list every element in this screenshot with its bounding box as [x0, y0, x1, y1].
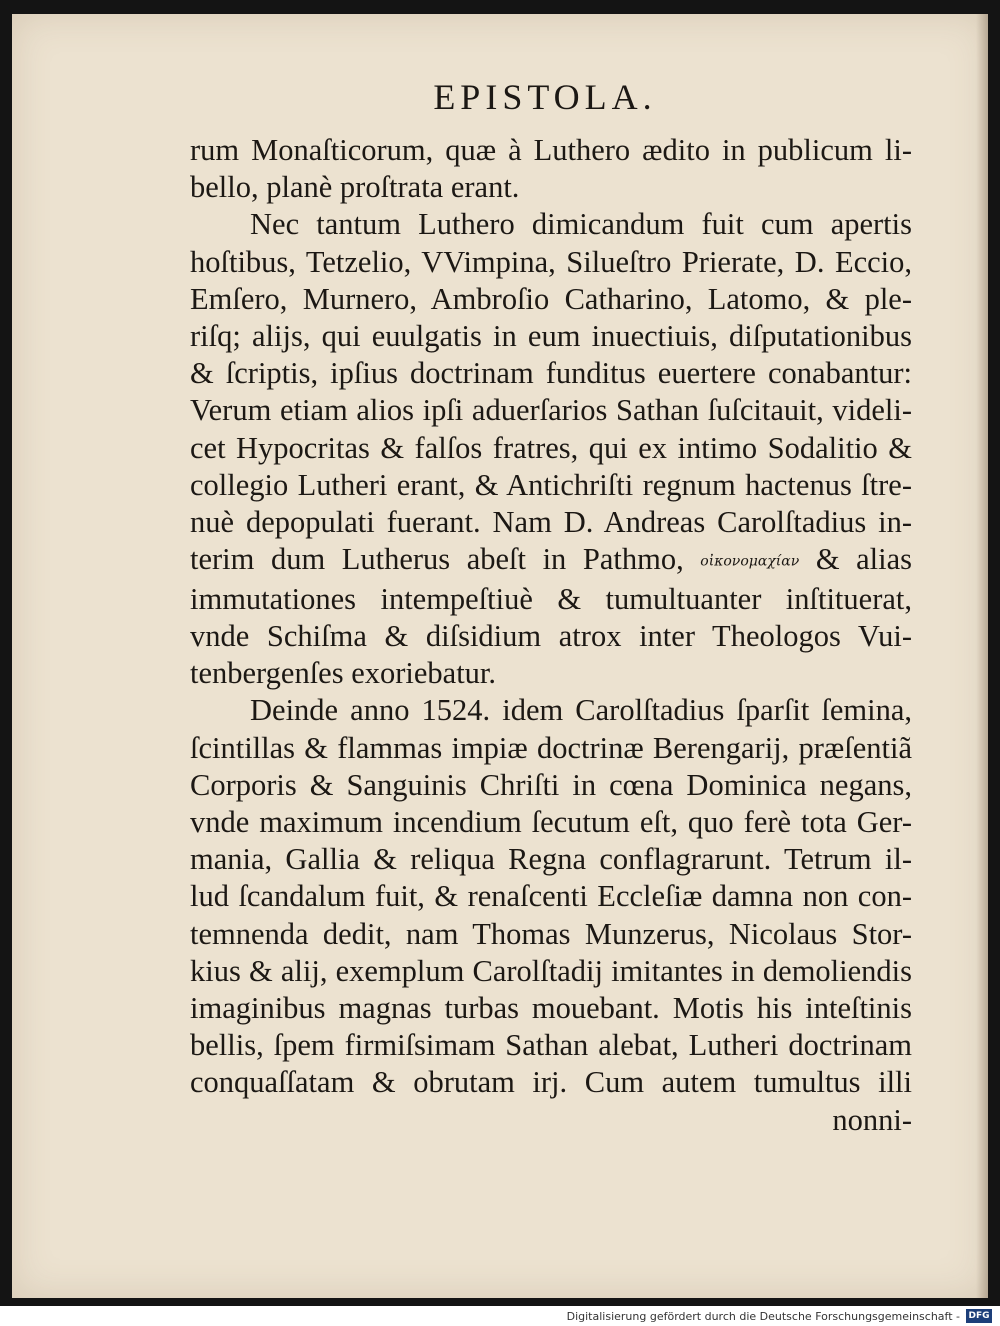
text-line: vnde maximum incendium ſecutum eſt, quo ferè tota Ger- [190, 805, 912, 840]
text-line-with-greek [190, 541, 912, 581]
running-head: EPISTOLA. [433, 77, 657, 117]
text-line-part: & alias [815, 542, 912, 577]
greek-word: οἰκονομαχίαν [700, 553, 800, 570]
text-line: cet Hypocritas & falſos fratres, qui ex intimo Sodalitio & [190, 430, 912, 465]
text-line: immutationes intempeſtiuè & tumultuanter inſtituerat, [190, 581, 912, 616]
text-line: Emſero, Murnero, Ambroſio Catharino, Latomo, & ple- [190, 281, 912, 316]
page-edge-shadow [976, 14, 988, 1298]
dfg-logo: DFG [966, 1309, 992, 1323]
text-line: rum Monaſticorum, quæ à Luthero ædito in publicum li- [190, 133, 912, 167]
text-line: kius & alij, exemplum Carolſtadij imitantes in demoliendis [190, 953, 912, 988]
text-line: Deinde anno 1524. idem Carolſtadius ſparſit ſemina, [250, 693, 912, 728]
text-line: vnde Schiſma & diſsidium atrox inter Theologos Vui- [190, 619, 912, 654]
text-line-part: terim dum Lutherus abeſt in Pathmo, [190, 542, 684, 577]
text-line: conquaſſatam & obrutam irj. Cum autem tumultus illi [190, 1065, 912, 1100]
text-line: collegio Lutheri erant, & Antichriſti regnum hactenus ſtre- [190, 467, 912, 502]
text-line: imaginibus magnas turbas mouebant. Motis his inteſtinis [190, 991, 912, 1026]
footer-credit: Digitalisierung gefördert durch die Deutsche Forschungsgemeinschaft - [566, 1310, 960, 1323]
text-line: bello, planè proſtrata erant. [190, 170, 520, 205]
catchword: nonni- [832, 1102, 912, 1137]
text-line: Corporis & Sanguinis Chriſti in cœna Dominica negans, [190, 767, 912, 802]
text-line: ſcintillas & flammas impiæ doctrinæ Berengarij, præſentiã [190, 730, 912, 765]
text-line: Verum etiam alios ipſi aduerſarios Sathan ſuſcitauit, videli- [190, 393, 912, 428]
text-line: riſq; alijs, qui euulgatis in eum inuectiuis, diſputationibus [190, 319, 912, 354]
text-line: bellis, ſpem firmiſsimam Sathan alebat, Lutheri doctrinam [190, 1028, 912, 1063]
text-line: lud ſcandalum fuit, & renaſcenti Eccleſiæ damna non con- [190, 879, 912, 914]
text-line: mania, Gallia & reliqua Regna conflagrarunt. Tetrum il- [190, 842, 912, 877]
text-line: hoſtibus, Tetzelio, VVimpina, Silueſtro Prierate, D. Eccio, [190, 244, 912, 279]
text-line: nuè depopulati fuerant. Nam D. Andreas Carolſtadius in- [190, 505, 912, 540]
body-text [190, 132, 912, 1139]
text-line: tenbergenſes exoriebatur. [190, 656, 497, 691]
text-line: Nec tantum Luthero dimicandum fuit cum apertis [250, 207, 912, 242]
book-page [12, 14, 988, 1298]
text-line: temnenda dedit, nam Thomas Munzerus, Nicolaus Stor- [190, 916, 912, 951]
text-line: & ſcriptis, ipſius doctrinam funditus euertere conabantur: [190, 356, 912, 391]
